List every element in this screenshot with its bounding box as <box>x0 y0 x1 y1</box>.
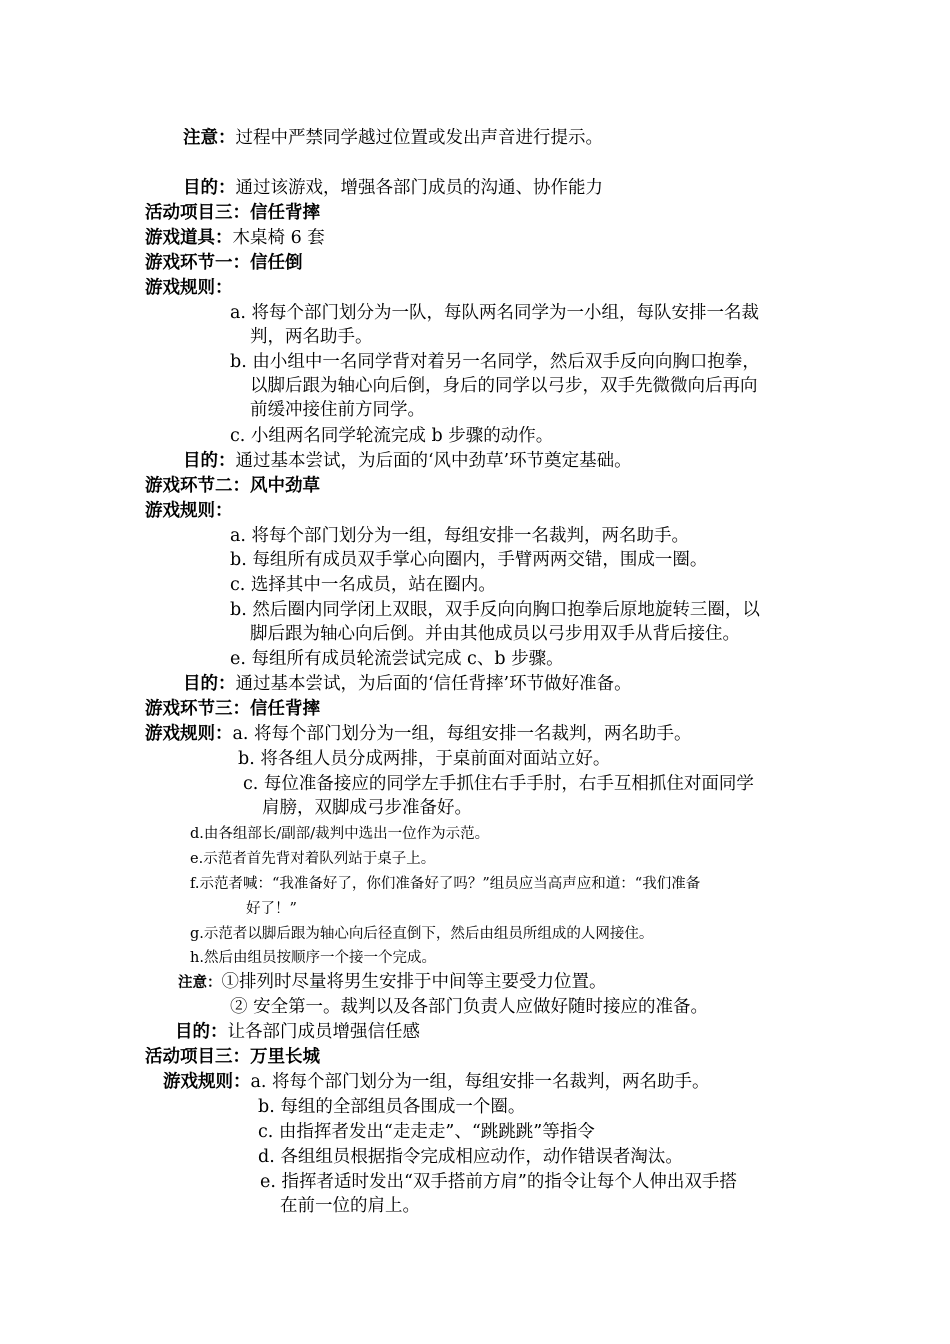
rule-item: a. 将每个部门划分为一组，每组安排一名裁判，两名助手。 <box>230 526 690 546</box>
caution-text: ①排列时尽量将男生安排于中间等主要受力位置。 <box>221 972 607 992</box>
note-label: 注意： <box>183 128 236 148</box>
rule-item: b. 将各组人员分成两排，于桌前面对面站立好。 <box>238 749 611 769</box>
rules-line <box>163 1070 710 1094</box>
rules-line <box>145 722 692 746</box>
caution-line <box>178 970 607 995</box>
rules-label: 游戏规则： <box>163 1072 251 1092</box>
props-line <box>145 226 325 250</box>
rule-item-small-cont: 好了！” <box>246 901 297 917</box>
segment-title: 游戏环节一：信任倒 <box>145 253 303 273</box>
activity-title: 活动项目三：万里长城 <box>145 1047 320 1067</box>
segment-title: 游戏环节二：风中劲草 <box>145 476 320 496</box>
rule-item: c. 由指挥者发出“走走走”、“跳跳跳”等指令 <box>258 1122 595 1142</box>
rule-item: b. 每组所有成员双手掌心向圈内，手臂两两交错，围成一圈。 <box>230 550 708 570</box>
rules-label: 游戏规则： <box>145 501 233 521</box>
purpose-text: 让各部门成员增强信任感 <box>227 1022 420 1042</box>
purpose-line <box>183 176 603 200</box>
rule-item: a. 将每个部门划分为一组，每组安排一名裁判，两名助手。 <box>232 724 692 744</box>
rule-item-small: f.示范者喊：“我准备好了，你们准备好了吗？”组员应当高声应和道：“我们准备 <box>190 876 701 892</box>
props-text: 木桌椅 6 套 <box>232 228 325 248</box>
rule-item-small: d.由各组部长/副部/裁判中选出一位作为示范。 <box>190 826 490 842</box>
purpose-label: 目的： <box>183 674 236 694</box>
purpose-text: 通过基本尝试，为后面的‘信任背摔’环节做好准备。 <box>235 674 632 694</box>
purpose-label: 目的： <box>175 1022 228 1042</box>
rule-item: c. 每位准备接应的同学左手抓住右手手肘，右手互相抓住对面同学 <box>243 774 754 794</box>
rule-item: d. 各组组员根据指令完成相应动作，动作错误者淘汰。 <box>258 1147 683 1167</box>
note-line <box>183 126 603 150</box>
rule-item-small: g.示范者以脚后跟为轴心向后径直倒下，然后由组员所组成的人网接住。 <box>190 926 654 942</box>
rule-item-cont: 肩膀，双脚成弓步准备好。 <box>262 798 472 818</box>
purpose-line <box>183 449 632 473</box>
purpose-text: 通过基本尝试，为后面的‘风中劲草’环节奠定基础。 <box>235 451 632 471</box>
rules-label: 游戏规则： <box>145 278 233 298</box>
rule-item-cont: 判，两名助手。 <box>250 327 373 347</box>
rule-item: b. 每组的全部组员各围成一个圈。 <box>258 1097 526 1117</box>
purpose-line <box>175 1020 420 1044</box>
rules-label: 游戏规则： <box>145 724 233 744</box>
rule-item-cont: 在前一位的肩上。 <box>280 1196 420 1216</box>
purpose-label: 目的： <box>183 451 236 471</box>
props-label: 游戏道具： <box>145 228 233 248</box>
rule-item: e. 每组所有成员轮流尝试完成 c、b 步骤。 <box>230 649 564 669</box>
purpose-label: 目的： <box>183 178 236 198</box>
rule-item-cont: 前缓冲接住前方同学。 <box>250 400 425 420</box>
rule-item: e. 指挥者适时发出“双手搭前方肩”的指令让每个人伸出双手搭 <box>260 1172 737 1192</box>
segment-title: 游戏环节三：信任背摔 <box>145 699 320 719</box>
activity-title: 活动项目三：信任背摔 <box>145 203 320 223</box>
caution-line-2: ② 安全第一。裁判以及各部门负责人应做好随时接应的准备。 <box>230 997 709 1017</box>
rule-item: b. 然后圈内同学闭上双眼，双手反向向胸口抱拳后原地旋转三圈，以 <box>230 600 760 620</box>
purpose-text: 通过该游戏，增强各部门成员的沟通、协作能力 <box>235 178 603 198</box>
note-text: 过程中严禁同学越过位置或发出声音进行提示。 <box>235 128 603 148</box>
caution-label: 注意： <box>178 974 222 991</box>
rule-item-small: h.然后由组员按顺序一个接一个完成。 <box>190 950 436 966</box>
rule-item-cont: 以脚后跟为轴心向后倒，身后的同学以弓步，双手先微微向后再向 <box>250 376 758 396</box>
rule-item-cont: 脚后跟为轴心向后倒。并由其他成员以弓步用双手从背后接住。 <box>250 624 740 644</box>
rule-item: a. 将每个部门划分为一队，每队两名同学为一小组，每队安排一名裁 <box>230 303 760 323</box>
rule-item: a. 将每个部门划分为一组，每组安排一名裁判，两名助手。 <box>250 1072 710 1092</box>
rule-item: c. 选择其中一名成员，站在圈内。 <box>230 575 496 595</box>
rule-item-small: e.示范者首先背对着队列站于桌子上。 <box>190 851 436 867</box>
purpose-line <box>183 672 632 696</box>
rule-item: b. 由小组中一名同学背对着另一名同学，然后双手反向向胸口抱拳， <box>230 352 760 372</box>
rule-item: c. 小组两名同学轮流完成 b 步骤的动作。 <box>230 426 554 446</box>
